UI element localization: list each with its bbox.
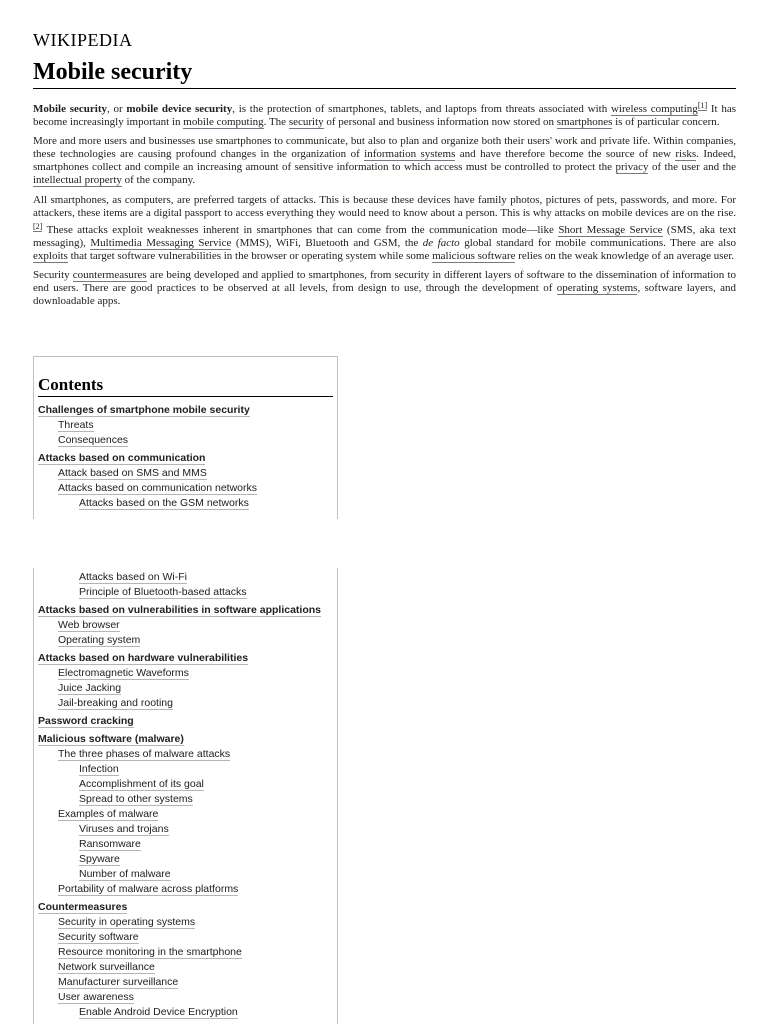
toc-item-viruses-and-trojans[interactable] bbox=[38, 822, 338, 837]
toc-item-resource-monitoring-in-the-smartphone[interactable] bbox=[38, 945, 338, 960]
toc-item-number-of-malware[interactable] bbox=[38, 867, 338, 882]
text: , or bbox=[107, 103, 127, 115]
link-intellectual-property[interactable]: intellectual property bbox=[33, 174, 122, 187]
citation-2[interactable]: [2] bbox=[33, 221, 43, 231]
text: (SMS, aka text messaging), bbox=[33, 223, 736, 249]
toc-link-label[interactable]: Attacks based on vulnerabilities in software applications bbox=[38, 604, 321, 616]
link-security[interactable]: security bbox=[288, 116, 324, 129]
toc-item-enable-android-device-encryption[interactable] bbox=[38, 1005, 338, 1020]
article-body bbox=[33, 99, 736, 314]
link-wireless-computing[interactable]: wireless computing bbox=[610, 103, 698, 115]
toc-link-label[interactable]: Operating system bbox=[58, 634, 141, 646]
toc-link-label[interactable]: Challenges of smartphone mobile security bbox=[38, 404, 250, 416]
toc-item-countermeasures[interactable] bbox=[38, 900, 338, 915]
toc-item-network-surveillance[interactable] bbox=[38, 960, 338, 975]
toc-item-the-three-phases-of-malware-attacks[interactable] bbox=[38, 747, 338, 762]
bold-term: Mobile security bbox=[33, 103, 107, 115]
link-malicious-software[interactable]: malicious software bbox=[432, 249, 516, 262]
link-smartphones[interactable]: smartphones bbox=[556, 116, 613, 129]
text: of the user and the bbox=[648, 161, 737, 174]
toc-item-password-cracking[interactable] bbox=[38, 714, 338, 729]
toc-item-principle-of-bluetooth-based-attacks[interactable] bbox=[38, 585, 338, 600]
toc-link-label[interactable]: Countermeasures bbox=[38, 901, 128, 913]
toc-item-jail-breaking-and-rooting[interactable] bbox=[38, 696, 338, 711]
toc-link-label[interactable]: Resource monitoring in the smartphone bbox=[58, 946, 242, 958]
toc-item-operating-system[interactable] bbox=[38, 633, 338, 648]
toc-item-attacks-based-on-communication-networks[interactable] bbox=[38, 481, 338, 496]
text: . The bbox=[263, 116, 289, 129]
toc-link-label[interactable]: Portability of malware across platforms bbox=[58, 883, 239, 895]
link-risks[interactable]: risks bbox=[675, 148, 697, 161]
toc-item-spread-to-other-systems[interactable] bbox=[38, 792, 338, 807]
toc-item-juice-jacking[interactable] bbox=[38, 681, 338, 696]
toc-link-label[interactable]: Attack based on SMS and MMS bbox=[58, 467, 207, 479]
toc-item-portability-of-malware-across-platforms[interactable] bbox=[38, 882, 338, 897]
toc-list bbox=[38, 570, 338, 1020]
toc-link-label[interactable]: Viruses and trojans bbox=[79, 823, 169, 835]
text: of the company. bbox=[121, 174, 196, 187]
toc-link-label[interactable]: Principle of Bluetooth-based attacks bbox=[79, 586, 247, 598]
table-of-contents bbox=[33, 356, 338, 519]
toc-item-web-browser[interactable] bbox=[38, 618, 338, 633]
toc-link-label[interactable]: Ransomware bbox=[79, 838, 141, 850]
text: that target software vulnerabilities in the browser or operating system while some bbox=[67, 249, 433, 262]
link-mobile-computing[interactable]: mobile computing bbox=[183, 116, 264, 129]
link-operating-systems[interactable]: operating systems bbox=[556, 282, 638, 295]
toc-title: Contents bbox=[38, 375, 333, 397]
toc-item-attacks-based-on-communication[interactable] bbox=[38, 451, 338, 466]
toc-link-label[interactable]: Security software bbox=[58, 931, 139, 943]
text: More and more users and businesses use smartphones to communicate, but also to plan and organize both their users' work and private life. Within companies, these technologies are causing profound changes in the organization of bbox=[33, 135, 736, 161]
text: relies on the weak knowledge of an average user. bbox=[515, 249, 735, 262]
wikipedia-logo[interactable]: WIKIPEDIA bbox=[33, 30, 133, 50]
toc-item-infection[interactable] bbox=[38, 762, 338, 777]
toc-link-label[interactable]: Spread to other systems bbox=[79, 793, 193, 805]
text: All smartphones, as computers, are preferred targets of attacks. This is because these devices have family photos, pictures of pets, passwords, and more. For attackers, these items are a digital passport to access everything they would need to know about a person. This is why attacks on mobile devices are on the rise. bbox=[33, 193, 736, 219]
toc-item-attacks-based-on-hardware-vulnerabilities[interactable] bbox=[38, 651, 338, 666]
text: It has become increasingly important in bbox=[33, 103, 736, 129]
text: and have therefore become the source of new bbox=[455, 148, 676, 161]
italic-term: de facto bbox=[422, 236, 460, 249]
toc-link-label[interactable]: Attacks based on Wi-Fi bbox=[79, 571, 187, 583]
link-privacy[interactable]: privacy bbox=[615, 161, 649, 174]
toc-item-attack-based-on-sms-and-mms[interactable] bbox=[38, 466, 338, 481]
toc-item-security-in-operating-systems[interactable] bbox=[38, 915, 338, 930]
toc-link-label[interactable]: Accomplishment of its goal bbox=[79, 778, 204, 790]
toc-link-label[interactable]: The three phases of malware attacks bbox=[58, 748, 231, 760]
link-sms[interactable]: Short Message Service bbox=[558, 223, 663, 236]
intro-paragraph-3 bbox=[33, 194, 736, 263]
text: (MMS), WiFi, Bluetooth and GSM, the bbox=[231, 236, 423, 249]
toc-link-label[interactable]: Examples of malware bbox=[58, 808, 159, 820]
toc-item-ransomware[interactable] bbox=[38, 837, 338, 852]
toc-item-electromagnetic-waveforms[interactable] bbox=[38, 666, 338, 681]
text: are being developed and applied to smartphones, from security in different layers of software to the dissemination of information to end users. There are good practices to be observed at all levels, from design to use, through the development of bbox=[33, 269, 736, 295]
link-exploits[interactable]: exploits bbox=[33, 249, 68, 262]
toc-item-malicious-software-malware[interactable] bbox=[38, 732, 338, 747]
toc-link-label[interactable]: Number of malware bbox=[79, 868, 171, 880]
toc-item-attacks-based-on-the-gsm-networks[interactable] bbox=[38, 496, 338, 511]
toc-item-challenges-of-smartphone-mobile-security[interactable] bbox=[38, 403, 338, 418]
text: , software layers, and downloadable apps. bbox=[33, 282, 736, 308]
toc-link-label[interactable]: Web browser bbox=[58, 619, 120, 631]
toc-link-label[interactable]: Attacks based on the GSM networks bbox=[79, 497, 249, 509]
text: of personal and business information now stored on bbox=[323, 116, 557, 129]
toc-item-manufacturer-surveillance[interactable] bbox=[38, 975, 338, 990]
text: . Indeed, smartphones collect and compile an increasing amount of sensitive information to which access must be controlled to protect the bbox=[33, 148, 736, 174]
toc-link-label[interactable]: Enable Android Device Encryption bbox=[79, 1006, 238, 1018]
text: , is the protection of smartphones, tablets, and laptops from threats associated with bbox=[232, 103, 611, 115]
toc-link-label[interactable]: Juice Jacking bbox=[58, 682, 122, 694]
intro-paragraph-4 bbox=[33, 269, 736, 308]
text: Security bbox=[33, 269, 73, 282]
toc-link-label[interactable]: Security in operating systems bbox=[58, 916, 196, 928]
link-information-systems[interactable]: information systems bbox=[364, 148, 456, 161]
toc-link-label[interactable]: Manufacturer surveillance bbox=[58, 976, 179, 988]
bold-term: mobile device security bbox=[126, 103, 233, 115]
toc-list bbox=[38, 403, 338, 511]
citation-1[interactable]: [1] bbox=[697, 101, 708, 110]
toc-item-user-awareness[interactable] bbox=[38, 990, 338, 1005]
toc-link-label[interactable]: User awareness bbox=[58, 991, 134, 1003]
toc-item-security-software[interactable] bbox=[38, 930, 338, 945]
toc-link-label[interactable]: Network surveillance bbox=[58, 961, 155, 973]
toc-link-label[interactable]: Threats bbox=[58, 419, 94, 431]
toc-link-label[interactable]: Attacks based on communication bbox=[38, 452, 206, 464]
toc-link-label[interactable]: Password cracking bbox=[38, 715, 134, 727]
toc-item-threats[interactable] bbox=[38, 418, 338, 433]
toc-link-label[interactable]: Spyware bbox=[79, 853, 120, 865]
text: is of particular concern. bbox=[612, 116, 720, 129]
table-of-contents-continued bbox=[33, 568, 338, 1024]
toc-item-spyware[interactable] bbox=[38, 852, 338, 867]
intro-paragraph-1 bbox=[33, 99, 736, 129]
toc-link-label[interactable]: Attacks based on communication networks bbox=[58, 482, 258, 494]
toc-link-label[interactable]: Attacks based on hardware vulnerabilities bbox=[38, 652, 249, 664]
toc-item-accomplishment-of-its-goal[interactable] bbox=[38, 777, 338, 792]
toc-link-label[interactable]: Malicious software (malware) bbox=[38, 733, 184, 745]
toc-link-label[interactable]: Infection bbox=[79, 763, 119, 775]
toc-link-label[interactable]: Consequences bbox=[58, 434, 129, 446]
page-title: Mobile security bbox=[33, 57, 736, 89]
toc-item-attacks-based-on-wi-fi[interactable] bbox=[38, 570, 338, 585]
text: These attacks exploit weaknesses inherent in smartphones that can come from the communication mode—like bbox=[42, 223, 559, 236]
toc-link-label[interactable]: Electromagnetic Waveforms bbox=[58, 667, 189, 679]
toc-item-examples-of-malware[interactable] bbox=[38, 807, 338, 822]
link-countermeasures[interactable]: countermeasures bbox=[72, 269, 147, 282]
toc-link-label[interactable]: Jail-breaking and rooting bbox=[58, 697, 173, 709]
toc-item-consequences[interactable] bbox=[38, 433, 338, 448]
link-mms[interactable]: Multimedia Messaging Service bbox=[90, 236, 232, 249]
intro-paragraph-2 bbox=[33, 135, 736, 187]
text: global standard for mobile communications. There are also bbox=[459, 236, 736, 249]
toc-item-attacks-based-on-vulnerabilities-in-software-applications[interactable] bbox=[38, 603, 338, 618]
